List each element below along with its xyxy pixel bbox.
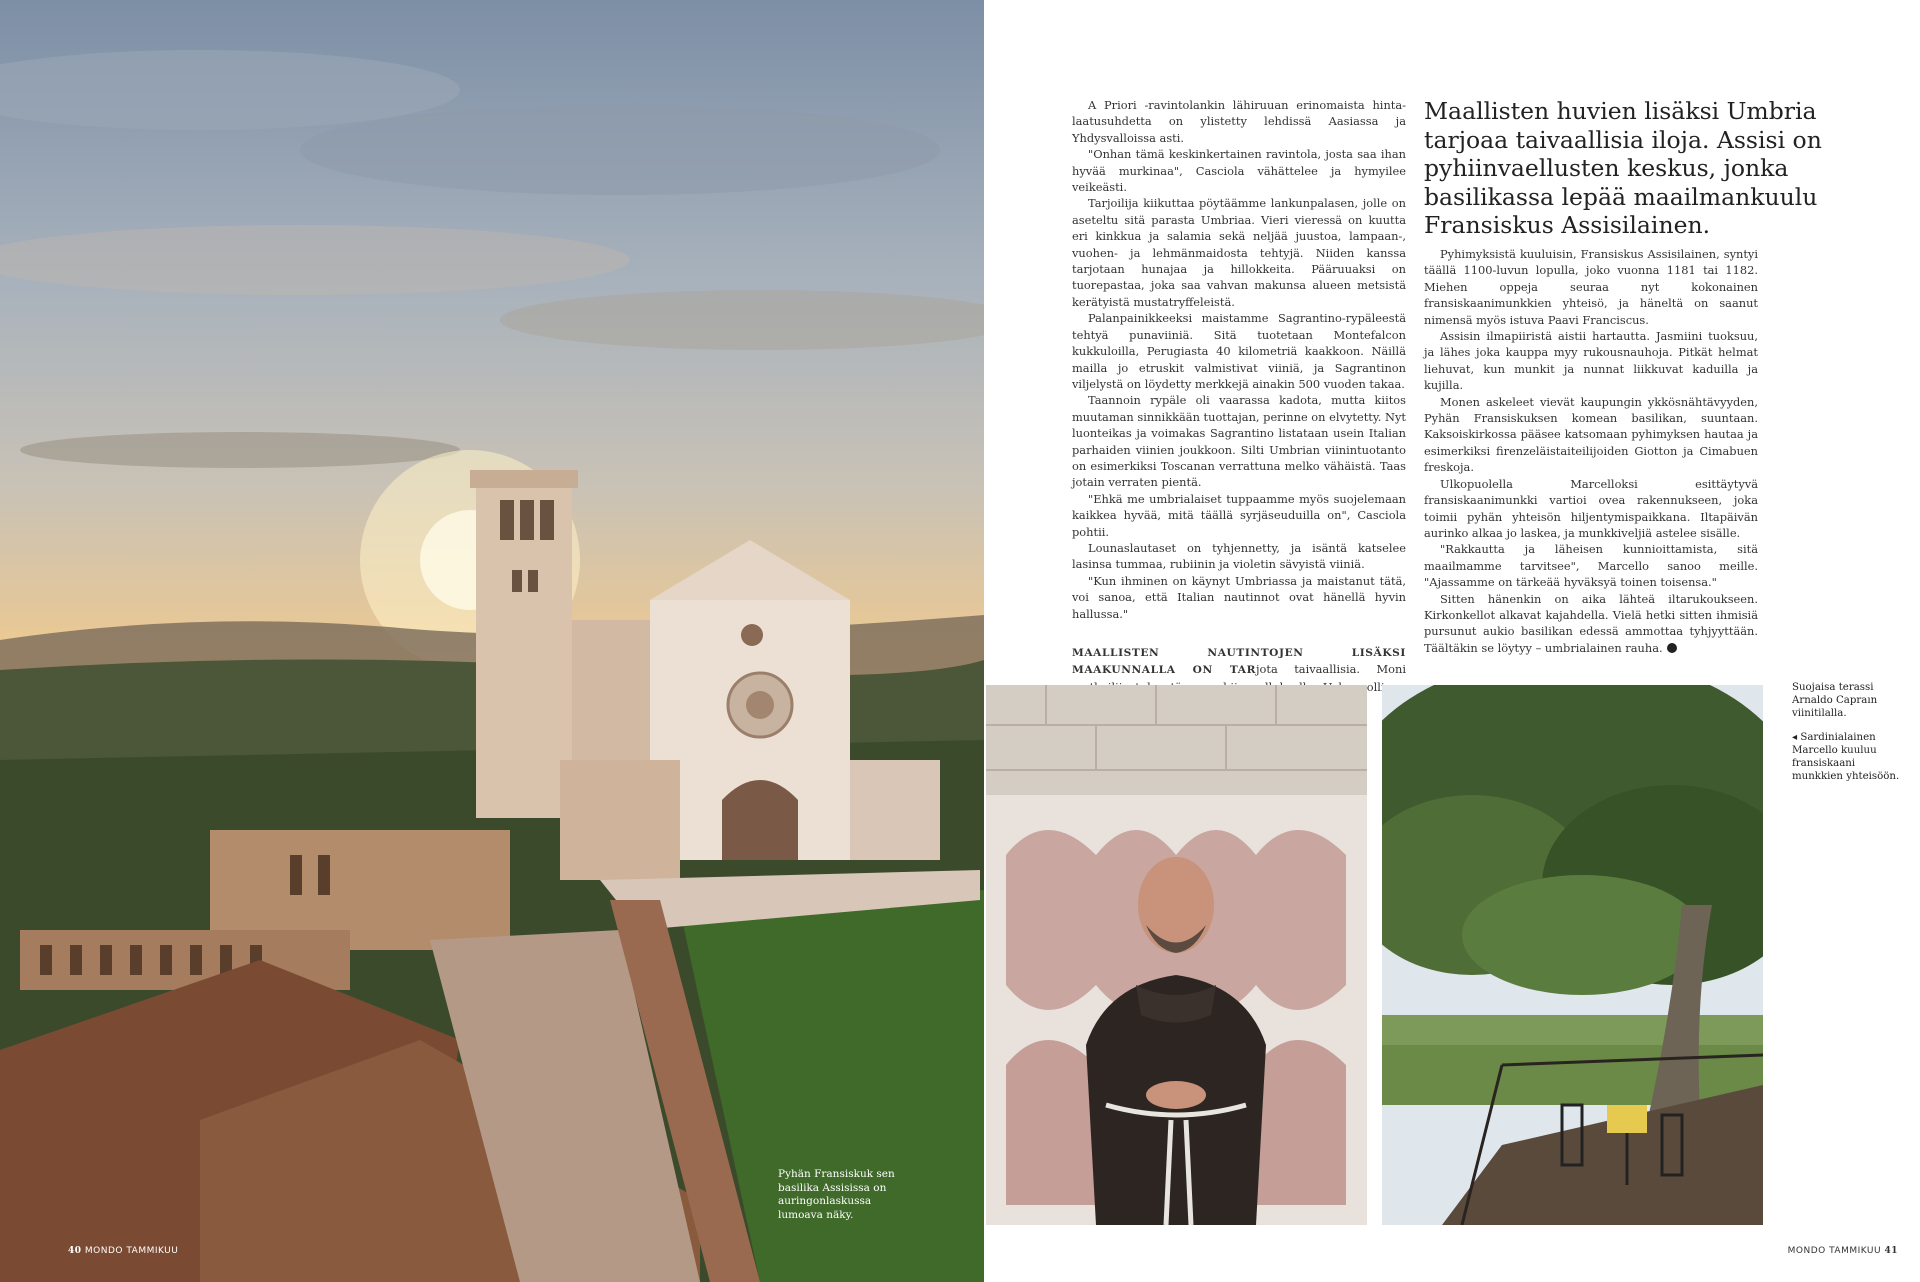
paragraph: "Rakkautta ja läheisen kunnioittamista, sitä maailmamme tarvitsee", Marcello sanoo meille. "Ajassamme on tärkeää hyväksyä toinen toisensa." [1424,542,1758,590]
section-lead-text: jota taivaallisia. Moni [1256,662,1406,677]
article-column-2 [1424,246,1758,656]
section-lead-caps: MAALLISTEN NAUTINTOJEN LISÄKSI MAAKUNNALLA ON TAR [1072,647,1406,677]
paragraph: "Onhan tämä keskinkertainen ravintola, josta saa ihan hyvää murkinaa", Casciola vähättelee ja hymyilee veikeästi. [1072,147,1406,195]
page-number-right: 41 [1884,1246,1898,1256]
paragraph: Pyhimyksistä kuuluisin, Fransiskus Assisilainen, syntyi täällä 1100-luvun lopulla, joko vuonna 1181 tai 1182. Miehen oppeja seuraa nyt kokonainen fransiskaanimunkkien yhteisö, ja häneltä on saanut nimensä myös istuva Paavi Franciscus. [1424,247,1758,327]
folio-label-right: MONDO TAMMIKUU [1787,1246,1882,1256]
final-paragraph-text: Sitten hänenkin on aika lähteä iltarukoukseen. Kirkonkellot alkavat kajahdella. Vielä hetki sitten ihmisiä pursunut aukio basilikan edessä ammottaa tyhjyyttään. Täältäkin se löytyy – umbrialainen rauha. [1424,591,1758,655]
paragraph: Tarjoilija kiikuttaa pöytäämme lankunpalasen, jolle on aseteltu sitä parasta Umbriaa. Vieri vieressä on kuutta eri kinkkua ja salamia sekä neljää juustoa, lampaan-, vuohen- ja lehmänmaidosta tehtyjä. Niiden kanssa tarjotaan hunajaa ja hillokkeita. Pääruuaksi on tuorepastaa, joka saa vahvan makunsa alueen metsistä kerätyistä mustatryffeleistä. [1072,196,1406,309]
photo-captions-right [1792,682,1902,796]
paragraph: "Kun ihminen on käynyt Umbriassa ja maistanut tätä, voi sanoa, että Italian nautinnot ovat hänellä hyvin hallussa." [1072,573,1406,621]
paragraph: Assisin ilmapiiristä aistii hartautta. Jasmiini tuoksuu, ja lähes joka kauppa myy rukousnauhoja. Pitkät helmat liehuvat, kun munkit ja nunnat liikkuvat kaduilla ja kujilla. [1424,329,1758,393]
paragraph: Palanpainikkeeksi maistamme Sagrantino-rypäleestä tehtyä punaviiniä. Sitä tuotetaan Montefalcon kukkuloilla, Perugiasta 40 kilometriä kaakkoon. Näillä mailla jo etruskit valmistivat viiniä, ja Sagrantinon viljelystä on löydetty merkkejä ainakin 500 vuoden takaa. [1072,311,1406,391]
photo-caption-basilica: Pyhän Fransiskuk sen basilika Assisissa on auringonlaskussa lumoava näky. [778,1168,895,1221]
monk-illustration [986,685,1367,1225]
caption-terrace: Suojaisa terassi Arnaldo Capraın viinitilalla. [1792,682,1878,719]
monk-photo [986,685,1367,1225]
terrace-photo [1382,685,1763,1225]
page-number-left: 40 [68,1246,82,1256]
terrace-illustration [1382,685,1763,1225]
paragraph: "Ehkä me umbrialaiset tuppaamme myös suojelemaan kaikkea hyvää, mitä täällä syrjäseuduilla on", Casciola pohtii. [1072,491,1406,539]
folio-label-left: MONDO TAMMIKUU [84,1246,179,1256]
paragraph: Monen askeleet vievät kaupungin ykkösnähtävyyden, Pyhän Fransiskuksen komean basilikan, suuntaan. Kaksoiskirkossa pääsee katsomaan pyhimyksen hautaa ja esimerkiksi firenzeläistaiteilijoiden Giotton ja Cimabuen freskoja. [1424,394,1758,475]
article-column-1 [1072,97,1406,712]
folio-right [1788,1246,1898,1256]
paragraph-final [1424,591,1758,657]
paragraph: Lounaslautaset on tyhjennetty, ja isäntä katselee lasinsa tummaa, rubiinin ja violetin sävyistä viiniä. [1072,540,1406,572]
paragraph: Ulkopuolella Marcelloksi esittäytyvä fransiskaanimunkki vartioi ovea rakennukseen, joka toimii pyhän yhteisön hiljentymispaikkana. Iltapäivän aurinko alkaa jo laskea, ja munkkiveljiä astelee sisälle. [1424,476,1758,540]
end-of-article-icon [1667,643,1677,653]
caption-monk: ◂ Sardinialainen Marcello kuuluu fransiskaani munkkien yhteisöön. [1792,732,1900,782]
folio-left [68,1246,178,1256]
pull-quote: Maallisten huvien lisäksi Umbria tarjoaa taivaallisia iloja. Assisi on pyhiinvaellusten keskus, jonka basilikassa lepää maailmankuulu Fransiskus Assisilainen. [1424,97,1822,239]
paragraph: A Priori -ravintolankin lähiruuan erinomaista hinta-laatusuhdetta on ylistetty lehdissä Aasiassa ja Yhdysvalloissa asti. [1072,98,1406,145]
paragraph: Taannoin rypäle oli vaarassa kadota, mutta kiitos muutaman sinnikkään tuottajan, perinne on elvytetty. Nyt luonteikas ja voimakas Sagrantino listataan usein Italian parhaiden viinien joukkoon. Silti Umbrian viinintuotanto on esimerkiksi Toscanan verrattuna melko vähäistä. Taas jotain verraten pientä. [1072,393,1406,490]
